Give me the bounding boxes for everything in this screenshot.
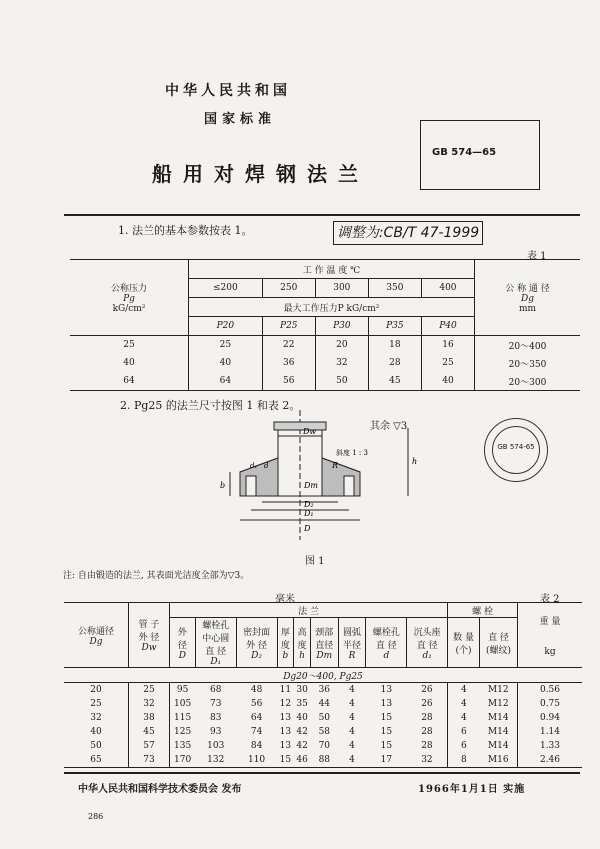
bolt-hole-left — [246, 476, 256, 496]
label-small-d: d — [264, 462, 269, 470]
label-b: b — [220, 481, 226, 490]
section2-text: 2. Pg25 的法兰尺寸按图 1 和表 2。 — [120, 399, 301, 412]
table2-weight-header: 重 量 kg — [518, 603, 583, 668]
rest-finish-note: 其余 ▽3 — [370, 421, 408, 432]
table-row: 32 38 115 83 64 13 40 50 4 15 28 4 M14 0.94 — [64, 711, 582, 725]
label-dw: Dw — [303, 427, 317, 436]
table-row: 65 73 170 132 110 15 46 88 4 17 32 8 M16 2.46 — [64, 753, 582, 768]
footer-divider — [64, 772, 580, 774]
figure-note: 注: 自由锻造的法兰, 其表面光洁度全部为▽3。 — [63, 571, 250, 581]
handwritten-note: 调整为:CB/T 47-1999 — [333, 221, 483, 245]
label-h: h — [412, 457, 418, 466]
bolt-hole-right — [344, 476, 354, 496]
table1-dg-header: 公 称 通 径 Dg mm — [475, 260, 581, 336]
table-row: 50 57 135 103 84 13 42 70 4 15 28 6 M14 1.33 — [64, 739, 582, 753]
table-row: 64 64 56 50 45 40 20～300 — [70, 372, 580, 391]
page-number: 286 — [88, 812, 104, 821]
table2: 公称通径 Dg 管 子 外 径 Dw 法 兰 螺 栓 重 量 kg 外 径 D 螺栓孔 中心圆 直 径 D₁ 密封面 外 径 D₂ 厚 度 b 高 度 h 颈部 直径 Dm 圆弧 半径 R 螺栓孔 直 径 d 沉头座 直 径 d₁ 数 量 (个) 直 径 (螺纹) Dg20～400, Pg25 20 25 95 68 48 11 30 36 4 13 26 4 M12 0.56 25 32 105 73 56 12 35 44 4 13 26 4 M12 0.75 32 38 115 83 64 13 40 50 4 15 28 4 M14 0.94 40 45 125 93 74 13 42 58 4 15 28 6 M14 1.14 50 57 135 103 84 13 42 70 4 15 28 6 M14 1.33 65 73 170 132 110 15 46 88 4 17 32 8 M16 2.46 — [64, 602, 582, 768]
table-row: 25 25 22 20 18 16 20～400 — [70, 336, 580, 355]
table-row: 25 32 105 73 56 12 35 44 4 13 26 4 M12 0.75 — [64, 697, 582, 711]
country-heading: 中华人民共和国 — [165, 83, 291, 99]
flange-drawing — [200, 410, 430, 550]
standard-type-heading: 国家标准 — [204, 112, 277, 127]
top-divider — [64, 214, 580, 216]
table-row: 40 45 125 93 74 13 42 58 4 15 28 6 M14 1.14 — [64, 725, 582, 739]
label-r: R — [332, 461, 339, 470]
label-slope: 斜度 1 : 3 — [336, 449, 368, 457]
table1-label: 表 1 — [527, 251, 547, 262]
table1-pg-header: 公称压力 Pg kG/cm² — [70, 260, 189, 336]
table2-unit: 毫米 — [275, 594, 295, 605]
table2-pipe-header: 管 子 外 径 Dw — [129, 603, 170, 668]
label-d1: D₁ — [304, 509, 314, 518]
page-title: 船用对焊钢法兰 — [152, 162, 369, 186]
table1-temp-header: 工 作 温 度 ℃ — [189, 260, 475, 279]
table1: 公称压力 Pg kG/cm² 工 作 温 度 ℃ 公 称 通 径 Dg mm ≤200 250 300 350 400 最大工作压力P kG/cm² P20 P25 P30 P35 P40 25 25 22 20 18 16 20～400 40 40 36 32 28 25 20～350 64 64 56 50 45 40 20～300 — [70, 259, 580, 391]
table-row: 40 40 36 32 28 25 20～350 — [70, 354, 580, 372]
stamp-text: GB 574-65 — [497, 443, 535, 451]
section1-text: 1. 法兰的基本参数按表 1。 — [118, 224, 253, 237]
table2-flange-header: 法 兰 — [170, 603, 448, 618]
hub-top — [274, 422, 326, 430]
standard-code: GB 574—65 — [432, 147, 497, 158]
table2-dg-header: 公称通径 Dg — [64, 603, 129, 668]
table2-range-row: Dg20～400, Pg25 — [64, 668, 582, 683]
table2-bolt-header: 螺 栓 — [448, 603, 518, 618]
label-d: D — [304, 524, 311, 533]
table2-label: 表 2 — [540, 594, 560, 605]
issuer: 中华人民共和国科学技术委员会 发布 — [78, 784, 242, 795]
table1-pressure-header: 最大工作压力P kG/cm² — [189, 298, 475, 317]
label-d2: D₂ — [304, 500, 314, 509]
label-dm: Dm — [304, 481, 318, 490]
figure-caption: 图 1 — [305, 556, 325, 567]
table-row: 20 25 95 68 48 11 30 36 4 13 26 4 M12 0.56 — [64, 683, 582, 698]
effective-date: 1966年1月1日 实施 — [418, 784, 526, 795]
label-small-d1: d₁ — [250, 462, 258, 470]
